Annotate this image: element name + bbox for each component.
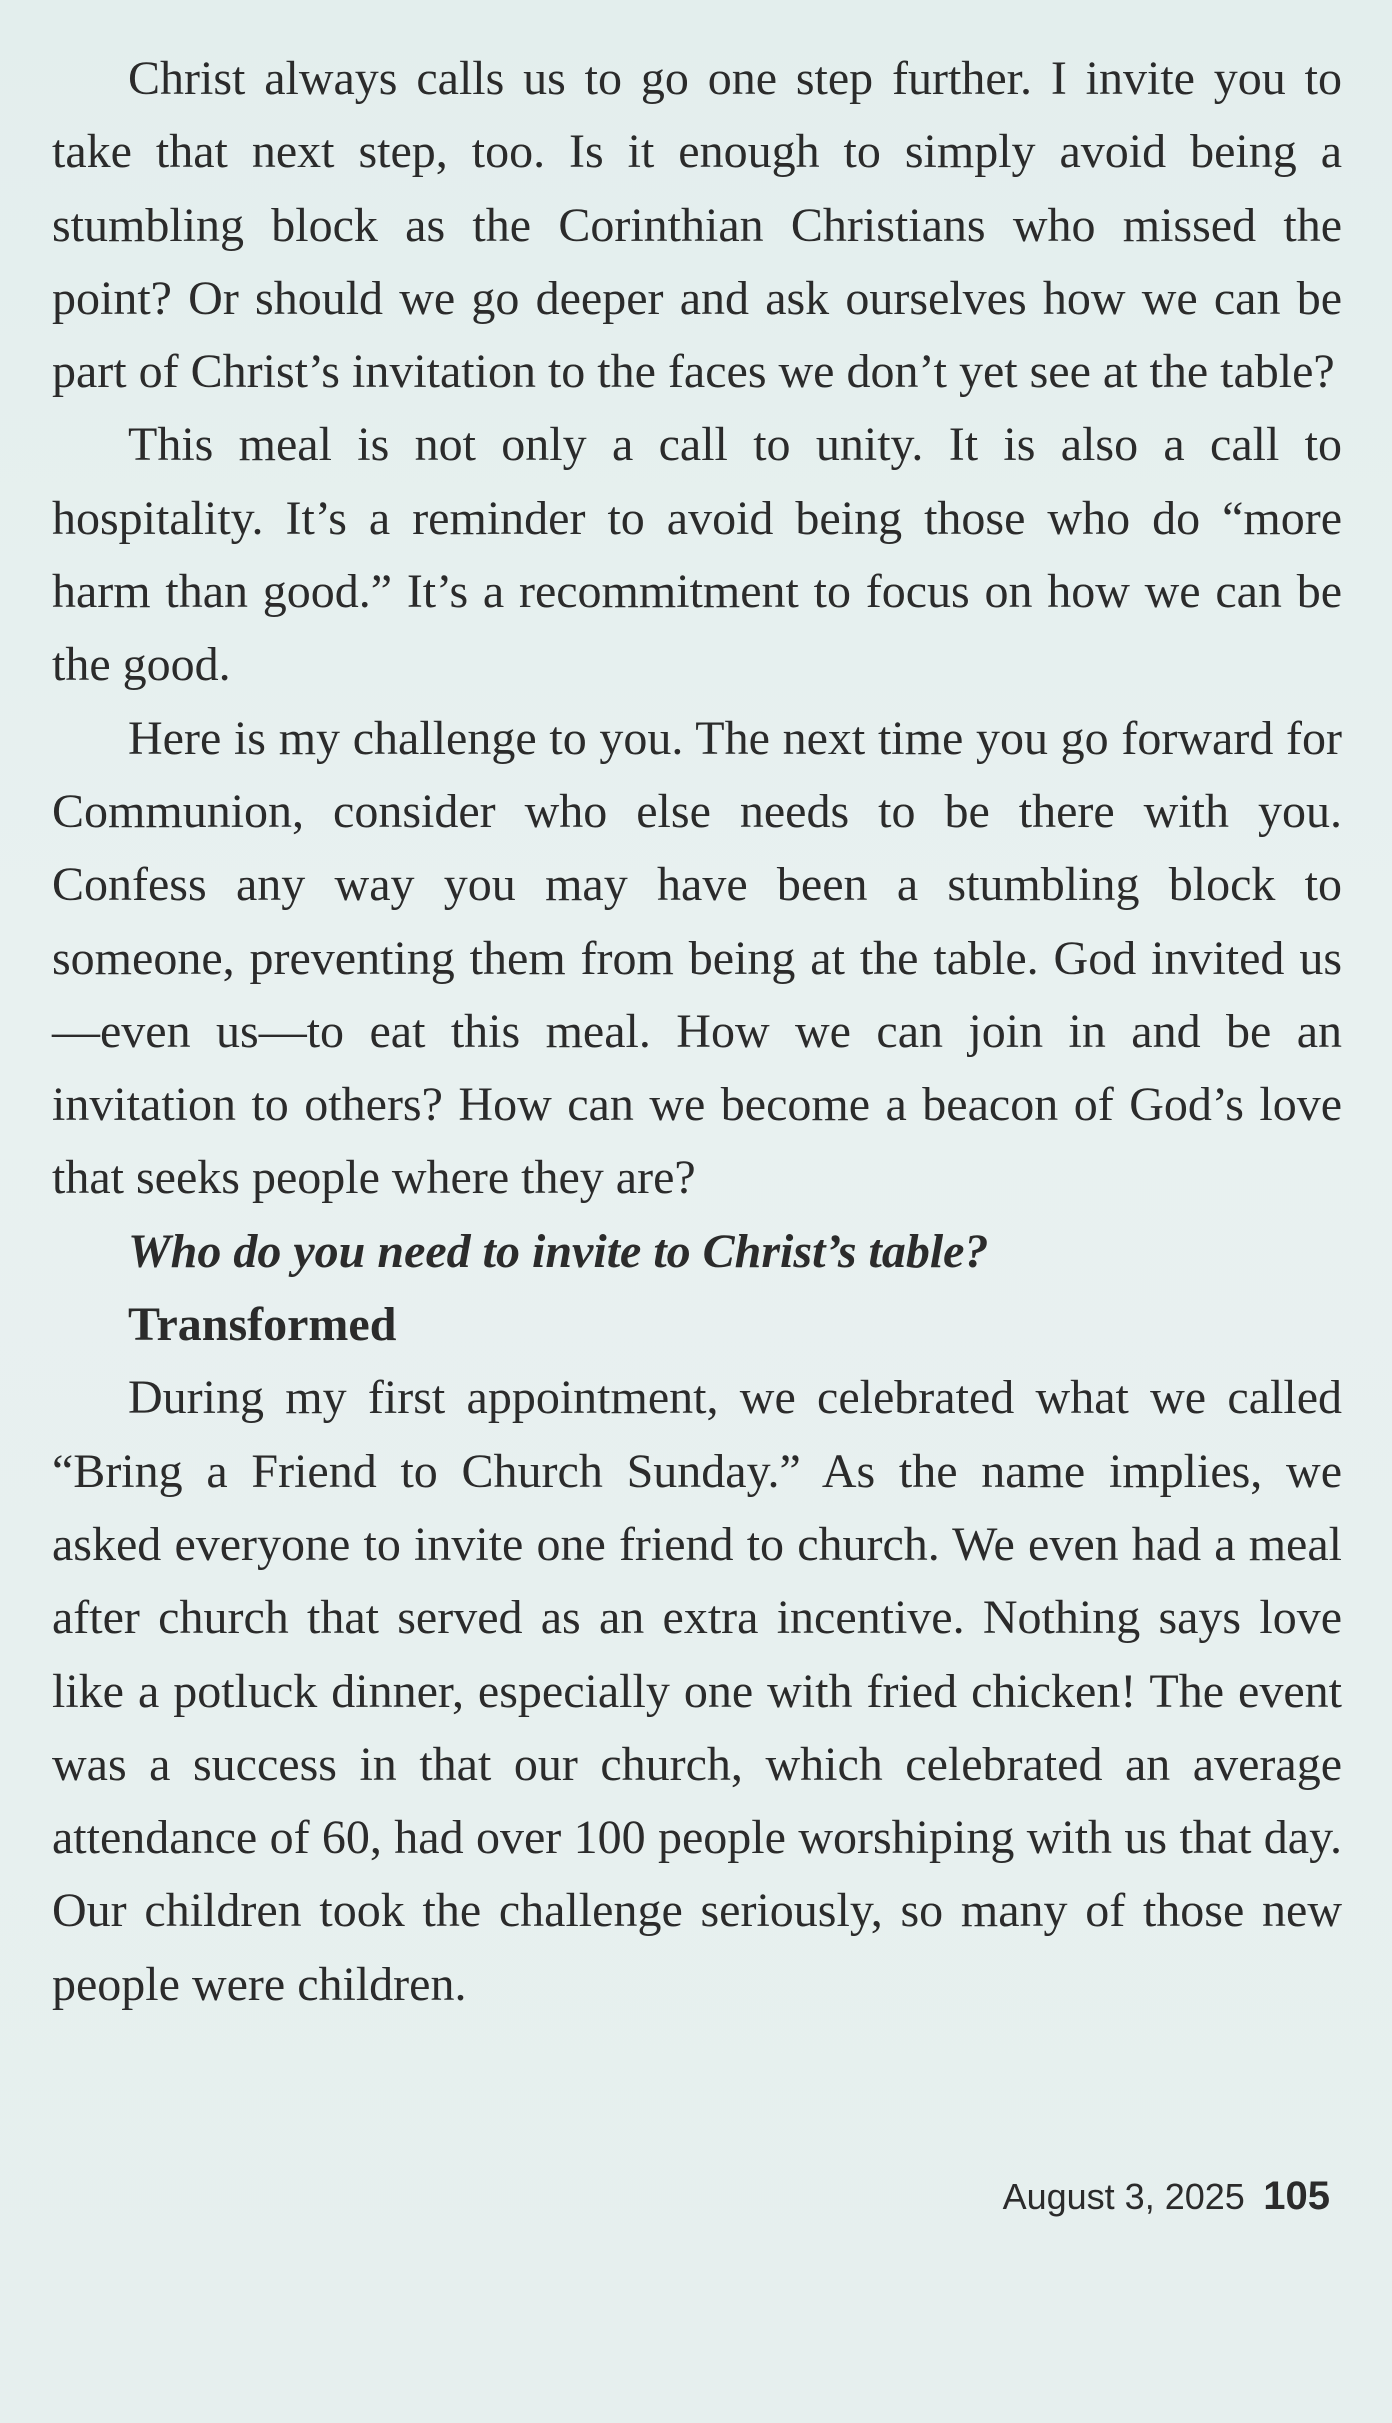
page-footer [1003,2174,1330,2219]
footer-date: August 3, 2025 [1002,2176,1245,2217]
paragraph: Here is my challenge to you. The next time you go forward for Communion, consider who else needs to be there with you. Confess any way you may have been a stumbling block to someone, preventing them from being at the table. God invited us—even us—to eat this meal. How we can join in and be an invitation to others? How can we become a beacon of God’s love that seeks people where they are? [52,711,1342,1205]
reflection-question: Who do you need to invite to Christ’s table? [128,1224,989,1278]
page-number: 105 [1263,2174,1330,2218]
body-text [52,42,1342,2021]
paragraph: During my first appointment, we celebrated what we called “Bring a Friend to Church Sunday.” As the name implies, we asked everyone to invite one friend to church. We even had a meal after church that served as an extra incentive. Nothing says love like a potluck dinner, especially one with fried chicken! The event was a success in that our church, which celebrated an average attendance of 60, had over 100 people worshiping with us that day. Our children took the challenge seriously, so many of those new people were children. [52,1371,1342,2011]
paragraph: Christ always calls us to go one step further. I invite you to take that next step, too. Is it enough to simply avoid being a stumbling block as the Corinthian Christians who missed the point? Or should we go deeper and ask ourselves how we can be part of Christ’s invitation to the faces we don’t yet see at the table? [52,52,1342,399]
paragraph: This meal is not only a call to unity. It is also a call to hospitality. It’s a reminder to avoid being those who do “more harm than good.” It’s a recommitment to focus on how we can be the good. [52,418,1342,692]
section-heading: Transformed [128,1298,397,1352]
